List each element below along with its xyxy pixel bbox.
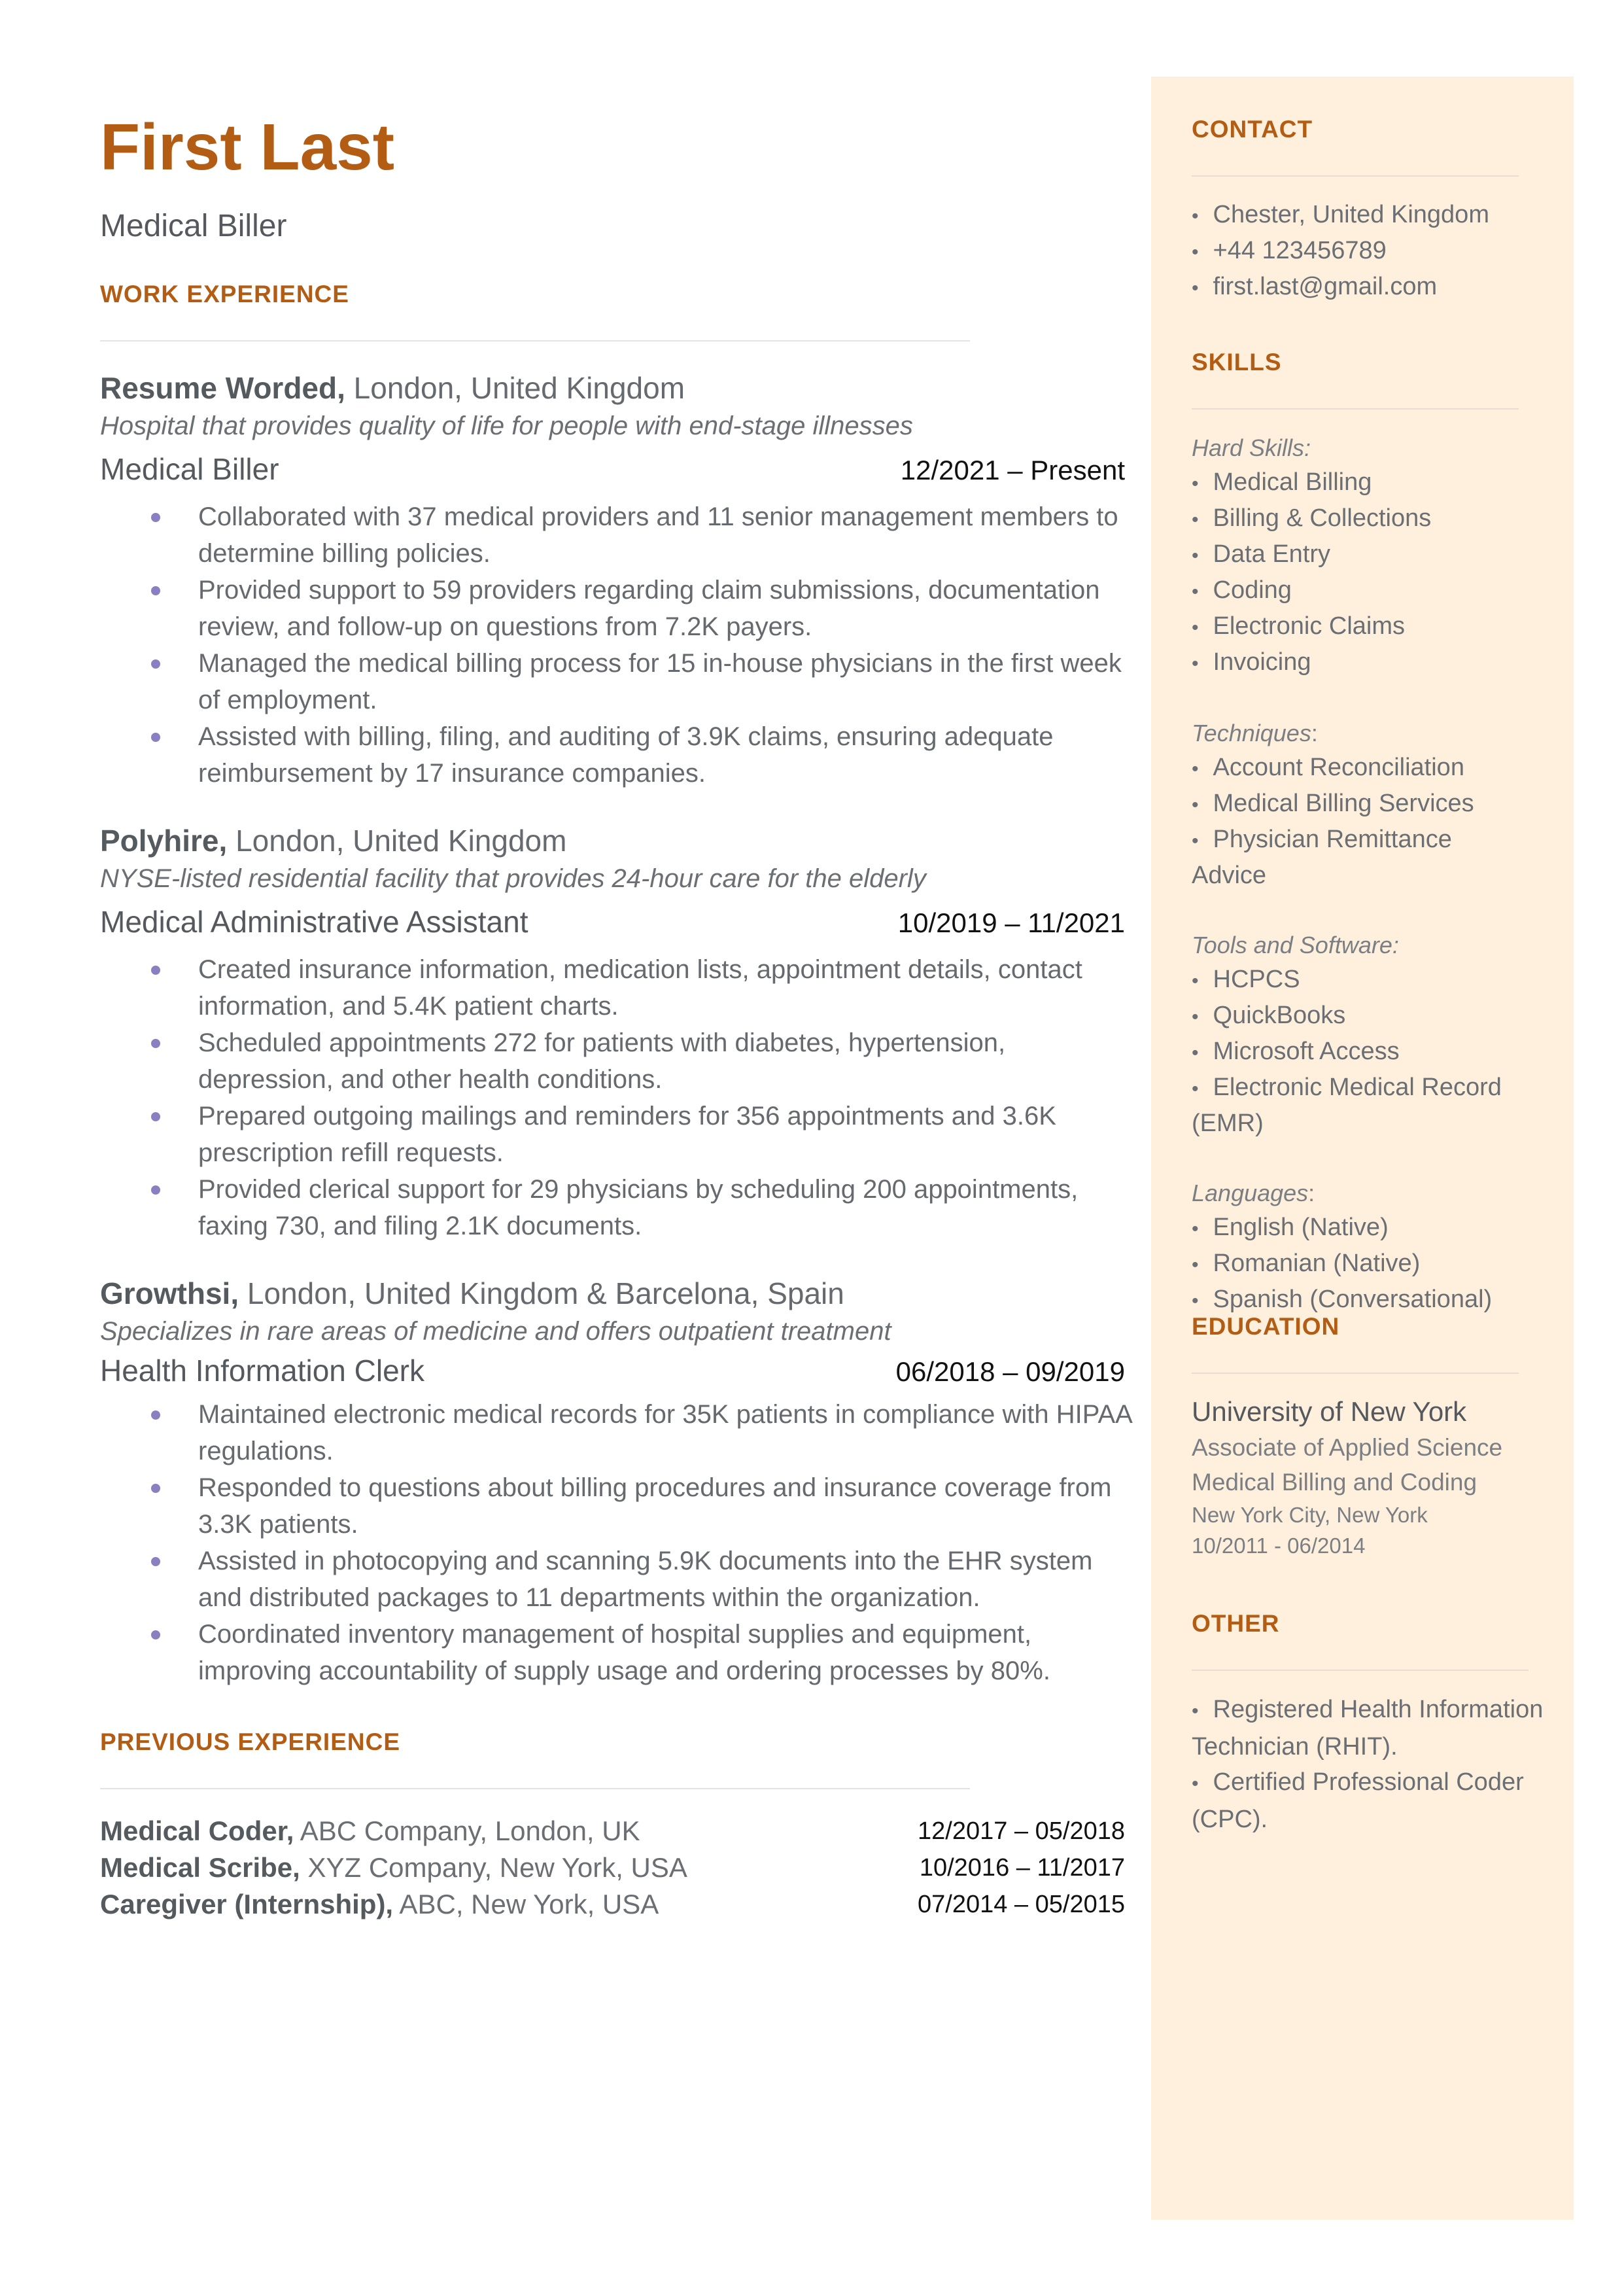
bullet-item: Collaborated with 37 medical providers and 11 senior management members to determine billing policies. <box>198 499 1133 572</box>
previous-role: Medical Coder, <box>100 1815 294 1846</box>
job-title-row <box>100 445 1125 495</box>
techniques-label-text: Techniques <box>1192 720 1311 746</box>
language-item: • Spanish (Conversational) <box>1192 1282 1532 1318</box>
bullet-item: Scheduled appointments 272 for patients with diabetes, hypertension, depression, and other health conditions. <box>198 1025 1133 1098</box>
education-location: New York City, New York <box>1192 1503 1428 1527</box>
tools-list <box>1192 962 1532 1141</box>
section-divider <box>1192 1373 1519 1374</box>
section-divider <box>1192 408 1519 410</box>
skill-item: • Data Entry <box>1192 537 1532 573</box>
bullet-item: Assisted with billing, filing, and auditing of 3.9K claims, ensuring adequate reimbursement by 17 insurance companies. <box>198 718 1133 792</box>
previous-role-row <box>100 1849 1125 1886</box>
previous-place: XYZ Company, New York, USA <box>300 1852 687 1883</box>
company-description: Specializes in rare areas of medicine and offers outpatient treatment <box>100 1317 891 1346</box>
bullet-item: Assisted in photocopying and scanning 5.9K documents into the EHR system and distributed packages to 11 departments within the organization. <box>198 1543 1133 1616</box>
job-bullets <box>100 951 1125 1244</box>
skill-item: • Medical Billing Services <box>1192 786 1532 822</box>
job-dates: 12/2021 – Present <box>900 455 1125 485</box>
skill-item: • QuickBooks <box>1192 998 1532 1034</box>
previous-dates: 07/2014 – 05/2015 <box>918 1891 1125 1918</box>
hard-skills-list <box>1192 465 1532 681</box>
previous-role-row <box>100 1813 1125 1849</box>
job-title-row <box>100 1350 1125 1392</box>
contact-list <box>1192 198 1532 306</box>
other-section <box>1192 1610 1544 1837</box>
bullet-item: Responded to questions about billing procedures and insurance coverage from 3.3K patients. <box>198 1469 1133 1543</box>
other-item: • Registered Health Information Technician (RHIT). <box>1192 1696 1544 1761</box>
education-heading: EDUCATION <box>1192 1313 1340 1340</box>
contact-heading: CONTACT <box>1192 116 1313 143</box>
company-line <box>100 822 1125 860</box>
previous-role-row <box>100 1886 1125 1923</box>
techniques-label: Techniques: <box>1192 720 1318 746</box>
previous-experience-list <box>100 1813 1125 1923</box>
main-column <box>100 111 1132 1923</box>
job-entry <box>100 369 1125 792</box>
bullet-item: Provided clerical support for 29 physicians by scheduling 200 appointments, faxing 730, and filing 2.1K documents. <box>198 1171 1133 1244</box>
job-title-row <box>100 898 1125 947</box>
tools-label: Tools and Software: <box>1192 932 1399 958</box>
education-section <box>1192 1314 1532 1561</box>
skill-item: • Electronic Claims <box>1192 609 1532 645</box>
candidate-role: Medical Biller <box>100 209 287 243</box>
company-location: London, United Kingdom <box>345 371 685 405</box>
skill-item: • Electronic Medical Record (EMR) <box>1192 1070 1532 1141</box>
job-title: Medical Administrative Assistant <box>100 905 528 939</box>
work-experience-heading: WORK EXPERIENCE <box>100 281 349 307</box>
languages-label-text: Languages <box>1192 1180 1309 1206</box>
company-location: London, United Kingdom & Barcelona, Spain <box>239 1276 844 1310</box>
job-bullets <box>100 499 1125 792</box>
skill-item: • Medical Billing <box>1192 465 1532 501</box>
section-divider <box>100 1788 970 1789</box>
company-location: London, United Kingdom <box>227 824 567 858</box>
previous-dates: 10/2016 – 11/2017 <box>919 1854 1125 1882</box>
previous-place: ABC Company, London, UK <box>294 1815 640 1846</box>
previous-role: Medical Scribe, <box>100 1852 300 1883</box>
previous-place: ABC, New York, USA <box>393 1889 659 1919</box>
other-heading: OTHER <box>1192 1610 1280 1637</box>
skill-item: • Physician Remittance Advice <box>1192 822 1532 893</box>
contact-phone: • +44 123456789 <box>1192 234 1532 270</box>
job-title: Health Information Clerk <box>100 1354 424 1388</box>
education-degree: Associate of Applied Science <box>1192 1434 1503 1461</box>
company-line <box>100 369 1125 407</box>
education-dates: 10/2011 - 06/2014 <box>1192 1533 1366 1558</box>
bullet-item: Maintained electronic medical records for 35K patients in compliance with HIPAA regulations. <box>198 1396 1133 1469</box>
job-dates: 10/2019 – 11/2021 <box>897 907 1125 938</box>
job-entry <box>100 1274 1132 1689</box>
language-item: • Romanian (Native) <box>1192 1246 1532 1282</box>
sidebar <box>1151 77 1574 2220</box>
skill-item: • Account Reconciliation <box>1192 750 1532 786</box>
skills-heading: SKILLS <box>1192 349 1282 376</box>
other-item-text: Certified Professional Coder (CPC). <box>1192 1768 1524 1833</box>
previous-dates: 12/2017 – 05/2018 <box>918 1817 1125 1845</box>
company-description: NYSE-listed residential facility that provides 24-hour care for the elderly <box>100 864 926 893</box>
company-name: Growthsi, <box>100 1276 239 1310</box>
languages-label: Languages: <box>1192 1180 1315 1206</box>
language-item: • English (Native) <box>1192 1210 1532 1246</box>
skills-section <box>1192 350 1532 1318</box>
company-line <box>100 1274 1125 1312</box>
candidate-name: First Last <box>100 111 395 184</box>
bullet-item: Prepared outgoing mailings and reminders for 356 appointments and 3.6K prescription refill requests. <box>198 1098 1133 1171</box>
contact-location: • Chester, United Kingdom <box>1192 198 1532 234</box>
bullet-item: Created insurance information, medication lists, appointment details, contact information, and 5.4K patient charts. <box>198 951 1133 1025</box>
job-entry <box>100 822 1125 1244</box>
section-divider <box>1192 175 1519 177</box>
bullet-item: Coordinated inventory management of hospital supplies and equipment, improving accountability of supply usage and ordering processes by 80%. <box>198 1616 1133 1689</box>
section-divider <box>1192 1670 1529 1671</box>
hard-skills-label: Hard Skills: <box>1192 434 1311 461</box>
skill-item: • HCPCS <box>1192 962 1532 998</box>
job-dates: 06/2018 – 09/2019 <box>895 1356 1125 1387</box>
previous-experience-heading: PREVIOUS EXPERIENCE <box>100 1728 401 1755</box>
skill-item: • Billing & Collections <box>1192 501 1532 537</box>
skill-item: • Coding <box>1192 573 1532 609</box>
job-bullets <box>100 1396 1132 1689</box>
company-name: Polyhire, <box>100 824 228 858</box>
skill-item: • Invoicing <box>1192 645 1532 681</box>
company-description: Hospital that provides quality of life for people with end-stage illnesses <box>100 412 913 440</box>
languages-list <box>1192 1210 1532 1318</box>
contact-email[interactable]: • first.last@gmail.com <box>1192 270 1532 306</box>
contact-section <box>1192 117 1532 306</box>
section-divider <box>100 340 970 342</box>
skill-item: • Microsoft Access <box>1192 1034 1532 1070</box>
techniques-list <box>1192 750 1532 893</box>
other-item-text: Registered Health Information Technician (RHIT). <box>1192 1696 1544 1761</box>
education-field: Medical Billing and Coding <box>1192 1469 1477 1496</box>
company-name: Resume Worded, <box>100 371 345 405</box>
job-title: Medical Biller <box>100 452 279 486</box>
bullet-item: Provided support to 59 providers regarding claim submissions, documentation review, and follow-up on questions from 7.2K payers. <box>198 572 1133 645</box>
other-item: • Certified Professional Coder (CPC). <box>1192 1768 1524 1833</box>
previous-role: Caregiver (Internship), <box>100 1889 394 1919</box>
education-school: University of New York <box>1192 1396 1467 1427</box>
bullet-item: Managed the medical billing process for 15 in-house physicians in the first week of employment. <box>198 645 1133 718</box>
